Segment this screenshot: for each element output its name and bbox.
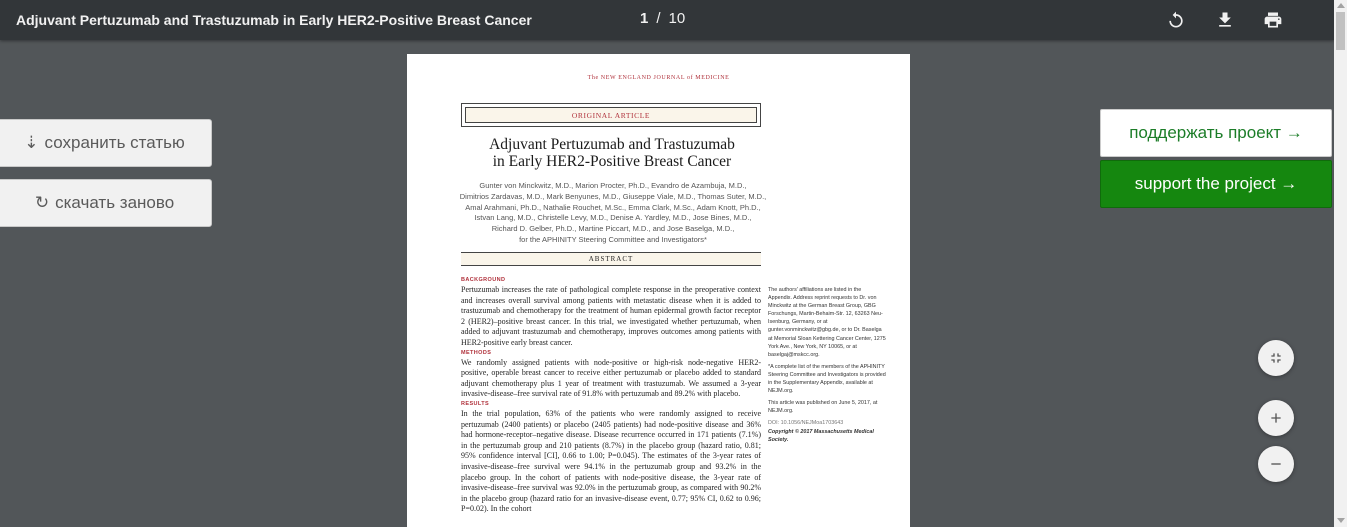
- author-line: Istvan Lang, M.D., Christelle Levy, M.D., Denise A. Yardley, M.D., Jose Bines, M.D.,: [474, 213, 752, 223]
- results-text: In the trial population, 63% of the patients who were randomly assigned to receive pertuzumab (2400 patients) or placebo (2405 patients) had node-positive disease and 36% had hormone-receptor–negative disease. Disease recurrence occurred in 171 patients (7.1%) in the pertuzumab group and 210 patients (8.7%) in the placebo group (hazard ratio, 0.81; 95% confidence interval [CI], 0.66 to 1.00; P=0.045). The estimates of the 3-year rates of invasive-disease–free survival were 94.1% in the pertuzumab group and 93.2% in the placebo group. In the cohort of patients with node-positive disease, the 3-year rate of invasive-disease–free survival was 92.0% in the pertuzumab group, as compared with 90.2% in the placebo group (hazard ratio for an invasive-disease event, 0.77; 95% CI, 0.62 to 0.96; P=0.02). In the cohort: [461, 408, 761, 514]
- article-type-box: [461, 103, 761, 127]
- author-line: Richard D. Gelber, Ph.D., Martine Piccart, M.D., and Jose Baselga, M.D.,: [491, 224, 735, 234]
- support-project-en-button[interactable]: support the project →: [1100, 160, 1332, 208]
- scroll-up-arrow-icon[interactable]: [1337, 3, 1345, 8]
- author-line: Dimitrios Zardavas, M.D., Mark Benyunes, M.D., Giuseppe Viale, M.D., Thomas Suter, M.D.,: [459, 191, 767, 201]
- scroll-down-arrow-icon[interactable]: [1337, 518, 1345, 523]
- article-title-line-2: in Early HER2-Positive Breast Cancer: [492, 153, 732, 170]
- zoom-out-icon: [1268, 456, 1284, 472]
- methods-heading: METHODS: [461, 349, 492, 356]
- article-title: [437, 136, 787, 170]
- page-indicator: [640, 10, 685, 27]
- author-line: Gunter von Minckwitz, M.D., Marion Procter, Ph.D., Evandro de Azambuja, M.D.,: [479, 181, 747, 190]
- journal-header: The NEW ENGLAND JOURNAL of MEDICINE: [587, 75, 730, 81]
- article-title-line-1: Adjuvant Pertuzumab and Trastuzumab: [489, 136, 735, 153]
- sidebar-committee-note: *A complete list of the members of the APHINITY Steering Committee and Investigators is provided in the Supplementary Appendix, available at NEJM.org.: [768, 363, 886, 395]
- save-article-button[interactable]: [0, 119, 212, 167]
- zoom-in-button[interactable]: [1258, 400, 1294, 436]
- fit-page-button[interactable]: [1258, 340, 1294, 376]
- zoom-in-icon: [1268, 410, 1284, 426]
- current-page-number[interactable]: 1: [640, 10, 649, 27]
- support-project-ru-button[interactable]: поддержать проект →: [1100, 109, 1332, 157]
- author-line: Amal Arahmani, Ph.D., Nathalie Rouchet, M.Sc., Emma Clark, M.Sc., Adam Knott, Ph.D.,: [465, 202, 761, 212]
- methods-text: We randomly assigned patients with node-positive or high-risk node-negative HER2-positive, operable breast cancer to receive either pertuzumab or placebo added to standard adjuvant chemotherapy plus 1 year of treatment with trastuzumab. We assumed a 3-year invasive-disease–free survival rate of 91.8% with pertuzumab and 89.2% with placebo.: [461, 357, 761, 399]
- sidebar-affiliations: The authors' affiliations are listed in the Appendix. Address reprint requests to Dr. von Minckwitz at the German Breast Group, GBG Forschungs, Martin-Behaim-Str. 12, 63263 Neu-Isenburg, Germany, or at gunter.vonminckwitz@gbg.de, or to Dr. Baselga at Memorial Sloan Kettering Cancer Center, 1275 York Ave., New York, NY 10065, or at baselgaj@mskcc.org.: [768, 287, 886, 358]
- document-title: Adjuvant Pertuzumab and Trastuzumab in Early HER2-Positive Breast Cancer: [16, 12, 532, 28]
- scroll-thumb[interactable]: [1336, 12, 1345, 50]
- vertical-scrollbar[interactable]: [1334, 0, 1347, 527]
- print-icon[interactable]: [1262, 9, 1284, 31]
- pdf-toolbar: [0, 0, 1334, 40]
- author-list: [457, 181, 769, 246]
- background-text: Pertuzumab increases the rate of pathological complete response in the preoperative context and increases overall survival among patients with metastatic disease when it is added to trastuzumab and chemotherapy for the treatment of human epidermal growth factor receptor 2 (HER2)–positive breast cancer. In this trial, we investigated whether pertuzumab, when added to adjuvant trastuzumab and chemotherapy, improves outcomes among patients with HER2-positive early breast cancer.: [461, 285, 761, 347]
- pdf-page: [407, 54, 910, 527]
- redownload-button[interactable]: [0, 179, 212, 227]
- total-pages: 10: [668, 10, 686, 27]
- background-heading: BACKGROUND: [461, 277, 506, 283]
- sidebar-doi: DOI: 10.1056/NEJMoa1703643: [768, 420, 844, 427]
- fit-page-icon: [1268, 350, 1284, 366]
- save-article-label: сохранить статью: [44, 133, 185, 152]
- reload-icon: ↻: [34, 193, 50, 212]
- download-icon[interactable]: [1214, 9, 1236, 31]
- article-type-label: ORIGINAL ARTICLE: [465, 107, 757, 123]
- redownload-label: скачать заново: [55, 193, 175, 212]
- results-heading: RESULTS: [461, 400, 490, 407]
- author-line: for the APHINITY Steering Committee and Investigators*: [519, 234, 707, 244]
- sidebar-copyright: Copyright © 2017 Massachusetts Medical Society.: [768, 428, 874, 443]
- page-separator: /: [656, 10, 661, 27]
- abstract-label: ABSTRACT: [461, 252, 761, 266]
- zoom-out-button[interactable]: [1258, 446, 1294, 482]
- rotate-icon[interactable]: [1165, 9, 1187, 31]
- abstract-body: [461, 276, 761, 515]
- sidebar-published-note: This article was published on June 5, 2017, at NEJM.org.: [768, 400, 878, 415]
- article-sidebar-notes: [768, 286, 886, 444]
- save-arrow-icon: ⇣: [24, 133, 39, 152]
